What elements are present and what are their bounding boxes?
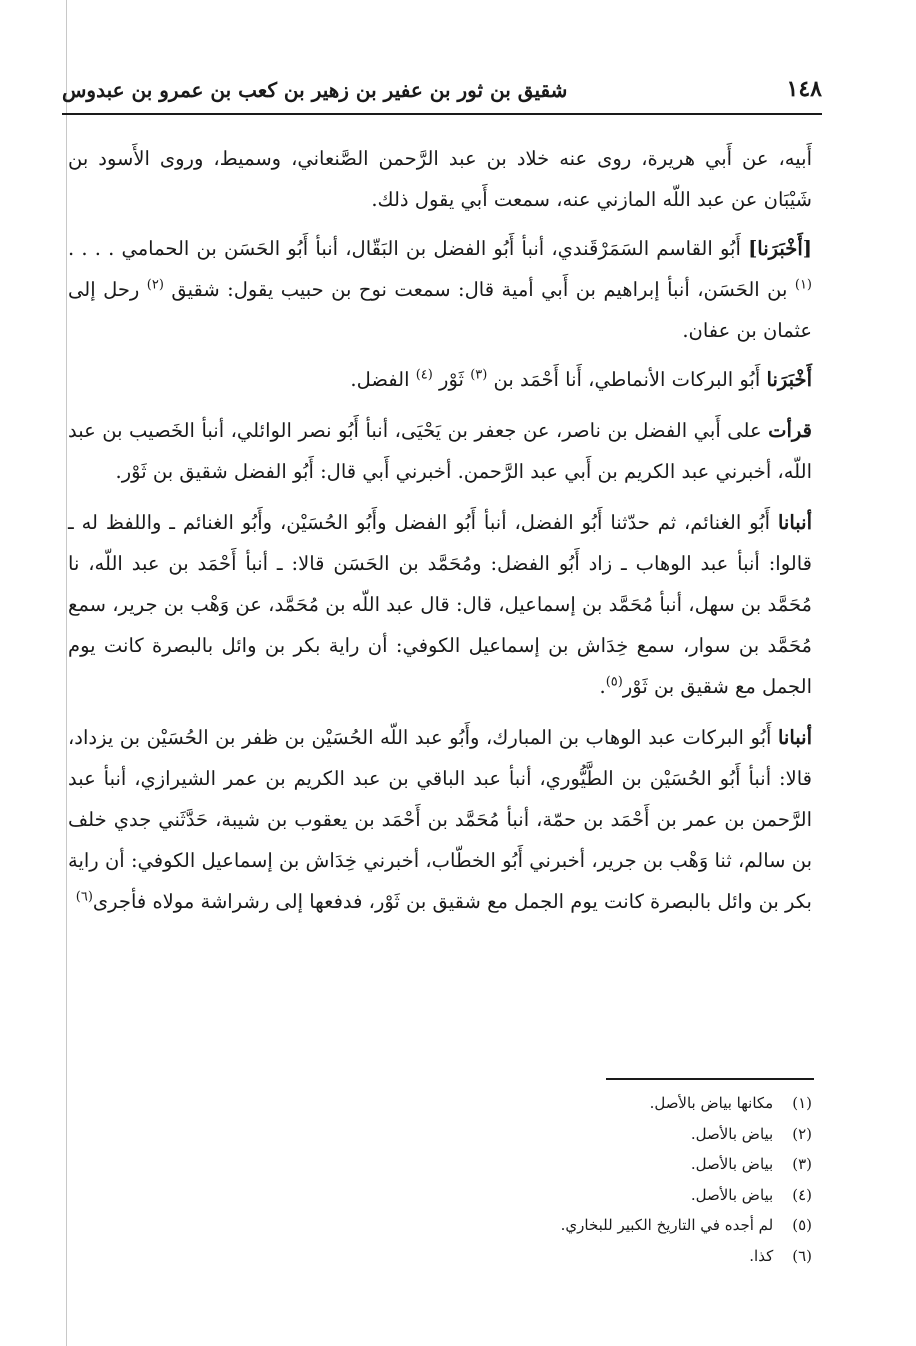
paragraph-4 <box>68 410 812 492</box>
footnote-item <box>500 1088 812 1119</box>
footnote-item <box>500 1241 812 1272</box>
footnote-ref-2: (٢) <box>146 277 164 293</box>
footnote-ref-6: (٦) <box>75 889 93 905</box>
paragraph-text: رحل إلى عثمان بن عفان. <box>68 278 812 342</box>
footnote-ref-5: (٥) <box>605 674 623 690</box>
paragraph-lead: قرأت <box>768 419 812 442</box>
paragraph-text: أَبُو البركات الأنماطي، أَنا أَحْمَد بن <box>487 368 761 391</box>
footnote-text: لم أجده في التاريخ الكبير للبخاري. <box>560 1216 774 1234</box>
footnote-text: بياض بالأصل. <box>690 1155 774 1173</box>
footnote-text: كذا. <box>749 1246 774 1265</box>
paragraph-text: أَبُو البركات عبد الوهاب بن المبارك، وأَبُو عبد اللّه الحُسَيْن بن ظفر بن الحُسَيْن بن يزداد، قالا: أنبأ أَبُو الحُسَيْن بن الطَّيُّوري، أنبأ عبد الباقي بن عبد الكريم بن عمر الشيرازي، أنبأ عبد الرَّحمن بن عمر بن أَحْمَد بن حمّة، أنبأ مُحَمَّد بن أَحْمَد بن يعقوب بن شيبة، حَدَّثَني جدي خلف بن سالم، ثنا وَهْب بن جرير، أخبرني أَبُو الخطّاب، أخبرني خِدَاش بن إسماعيل الكوفي: أن راية بكر بن وائل بالبصرة كانت يوم الجمل مع شقيق بن ثَوْر، فدفعها إلى رشراشة مولاه فأجرى <box>68 726 812 913</box>
paragraph-text: بن الحَسَن، أنبأ إبراهيم بن أَبي أمية قال: سمعت نوح بن حبيب يقول: شقيق <box>163 278 795 301</box>
footnote-separator <box>606 1078 814 1080</box>
footnote-ref-3: (٣) <box>470 367 488 383</box>
footnote-number: (٤) <box>792 1185 812 1204</box>
paragraph-text: . <box>599 675 606 698</box>
footnote-number: (٥) <box>792 1216 812 1234</box>
footnote-item <box>500 1210 812 1241</box>
footnote-item <box>500 1119 812 1150</box>
footnote-number: (١) <box>792 1094 812 1112</box>
footnote-ref-4: (٤) <box>415 367 433 383</box>
footnote-number: (٢) <box>792 1124 812 1143</box>
footnote-item <box>500 1149 812 1180</box>
footnote-number: (٣) <box>792 1155 812 1173</box>
paragraph-1 <box>68 138 812 220</box>
binding-margin-line <box>66 0 67 1346</box>
paragraph-text: أَبُو القاسم السَمَرْقَندي، أنبأ أَبُو الفضل بن البَقّال، أنبأ أَبُو الحَسَن بن الحمامي . . . . <box>68 237 741 260</box>
footnote-ref-1: (١) <box>794 277 812 293</box>
paragraph-lead: أنبانا <box>777 511 812 534</box>
paragraph-text: ثَوْر <box>432 368 471 391</box>
paragraph-lead: أَخْبَرَنا <box>766 368 812 391</box>
footnote-text: بياض بالأصل. <box>690 1185 774 1204</box>
paragraph-2 <box>68 228 812 351</box>
footnote-text: بياض بالأصل. <box>690 1124 774 1143</box>
footnote-item <box>500 1180 812 1211</box>
paragraph-text: أَبيه، عن أَبي هريرة، روى عنه خلاد بن عبد الرَّحمن الصَّنعاني، وسميط، وروى الأَسود بن شَيْبَان عن عبد اللّه المازني عنه، سمعت أَبي يقول ذلك. <box>68 147 812 211</box>
paragraph-5 <box>68 502 812 707</box>
page-number: ١٤٨ <box>786 76 822 102</box>
paragraph-3 <box>68 359 812 400</box>
running-title: شقيق بن ثور بن عفير بن زهير بن كعب بن عمرو بن عبدوس <box>62 78 568 102</box>
main-text <box>68 138 812 930</box>
paragraph-text: على أَبي الفضل بن ناصر، عن جعفر بن يَحْيَى، أنبأ أَبُو نصر الوائلي، أنبأ الخَصيب بن عبد اللّه، أخبرني عبد الكريم بن أَبي عبد الرَّحمن. أخبرني أَبي قال: أَبُو الفضل شقيق بن ثَوْر. <box>68 419 812 483</box>
paragraph-lead: أنبانا <box>777 726 812 749</box>
paragraph-text: الفضل. <box>350 368 416 391</box>
footnote-text: مكانها بياض بالأصل. <box>649 1094 774 1112</box>
header-rule <box>62 113 822 115</box>
footnote-number: (٦) <box>792 1246 812 1265</box>
paragraph-6 <box>68 717 812 922</box>
paragraph-text: أَبُو الغنائم، ثم حدّثنا أَبُو الفضل، أنبأ أَبُو الفضل وأَبُو الحُسَيْن، وأَبُو الغنائم ـ واللفظ له ـ قالوا: أنبأ عبد الوهاب ـ زاد أَبُو الفضل: ومُحَمَّد بن الحَسَن قالا: ـ أنبأ أَحْمَد بن عبد اللّه، نا مُحَمَّد بن سهل، أنبأ مُحَمَّد بن إسماعيل، قال: قال عبد اللّه بن مُحَمَّد، عن وَهْب بن جرير، سمع مُحَمَّد بن سوار، سمع خِدَاش بن إسماعيل الكوفي: أن راية بكر بن وائل بالبصرة كانت يوم الجمل مع شقيق بن ثَوْر <box>68 511 812 698</box>
paragraph-lead: [أَخْبَرَنا] <box>748 237 812 260</box>
page-header <box>62 72 822 110</box>
footnotes <box>500 1088 812 1271</box>
